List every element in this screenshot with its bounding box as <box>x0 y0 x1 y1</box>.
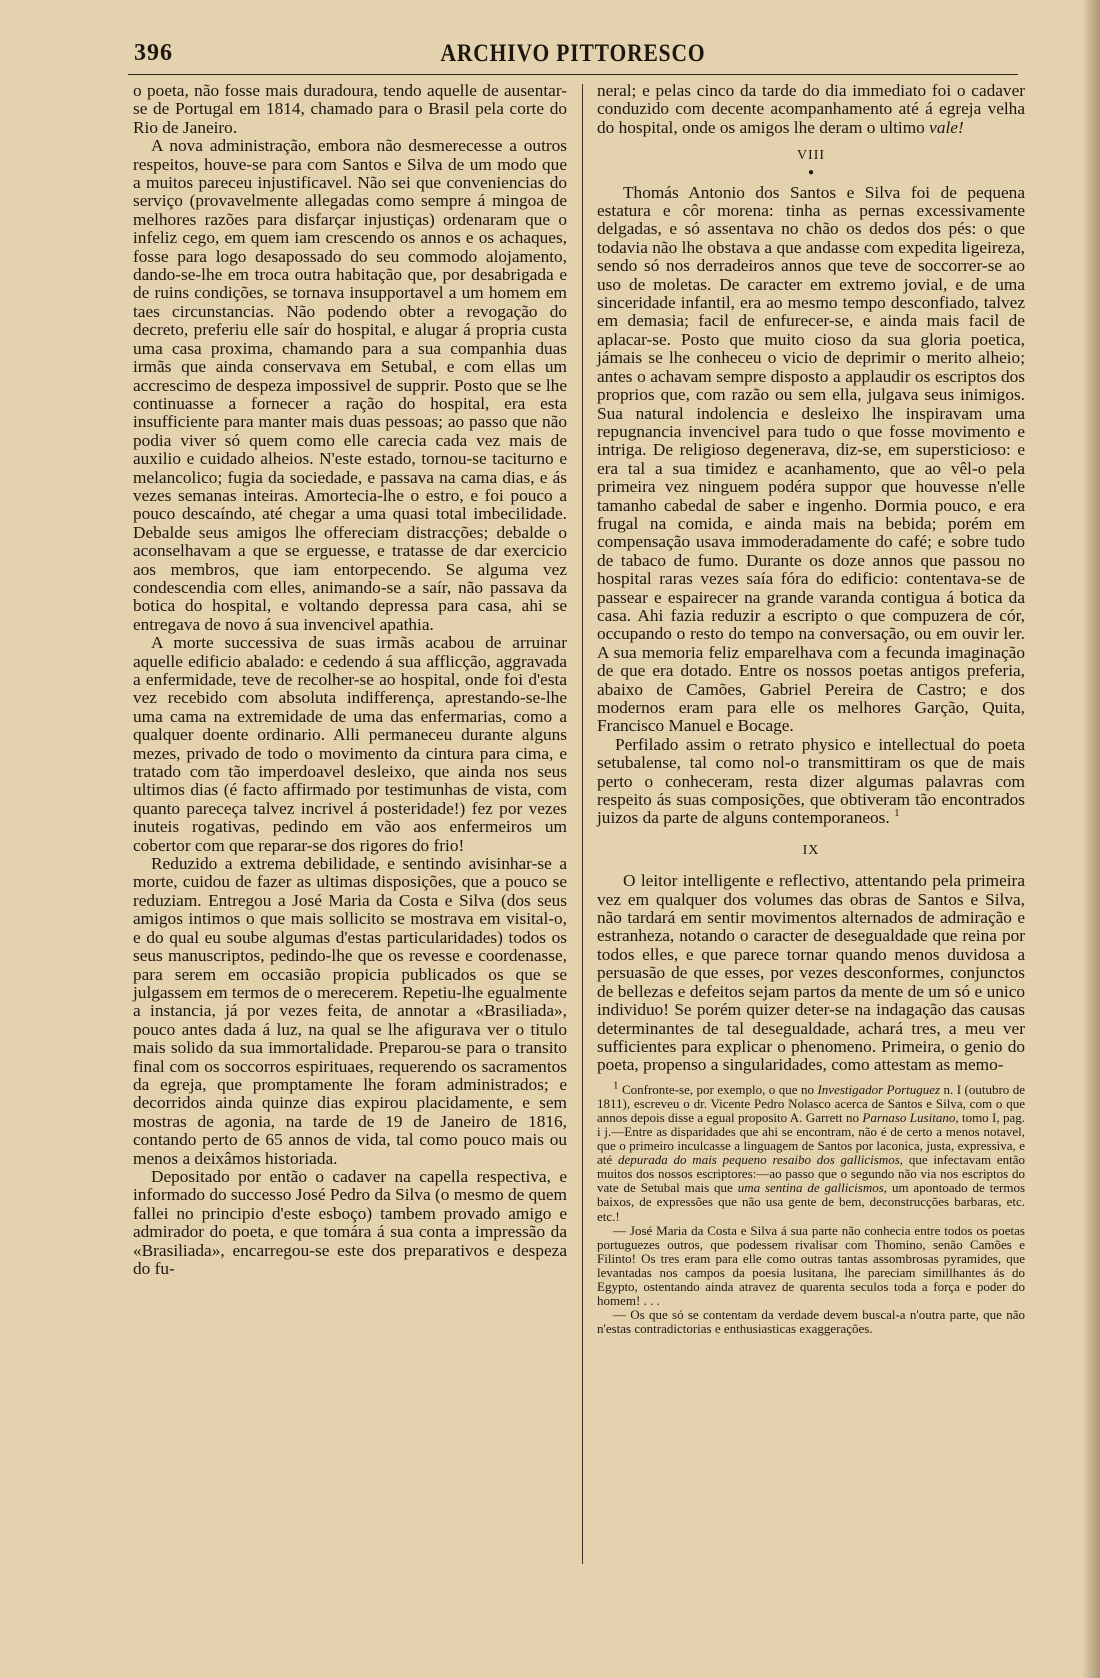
footnote-marker: 1 <box>894 807 900 820</box>
page-header <box>128 38 1018 75</box>
footnote-italic: Investigador Portuguez <box>817 1081 941 1097</box>
column-divider <box>582 84 583 1564</box>
section-heading-viii: VIII <box>796 148 826 164</box>
footnote-continuation: — José Maria da Costa e Silva á sua parte não conhecia entre todos os poetas portuguezes outros, que podessem rivalisar com Thomino, senão Camões e Filinto! Os tres eram para elle como outras tantas assombrosas pyramides, que levantadas nos campos da poesia lusitana, lhe pareciam simillhantes ás do Egypto, ostentando ainda atravez de quarenta seculos toda a força e poder do homem! . . . <box>597 1222 1025 1309</box>
paragraph: Reduzido a extrema debilidade, e sentindo avisinhar-se a morte, cuidou de fazer as ultimas disposições, que a pouco se reduziam. Entregou a José Maria da Costa e Silva (dos seus amigos intimos o que mais sollicito se mostrava em visital-o, e do qual eu soube algumas d'estas particularidades) todos os seus manuscriptos, pedindo-lhe que os revesse e coordenasse, para serem em occasião propicia publicados os que se julgassem em termos de o merecerem. Repetiu-lhe egualmente a instancia, já por vezes feita, de annotar a «Brasiliada», pouco antes dada á luz, na qual se lhe afigurava ver o titulo mais solido da sua immortalidade. Preparou-se para o transito final com os soccorros espirituaes, requerendo os sacramentos da egreja, que promptamente lhe foram administrados; e decorridos ainda quinze dias expirou placidamente, e sem mostras de agonia, na tarde de 19 de Janeiro de 1816, contando perto de 65 annos de vida, tal como pouco mais ou menos a deixâmos historiada. <box>133 854 567 1168</box>
footnote-number: 1 <box>613 1079 619 1092</box>
ornament-dot-icon: ● <box>807 166 815 178</box>
footnote-text: Confronte-se, por exemplo, o que no <box>621 1081 814 1097</box>
section-heading-ix: IX <box>802 842 820 858</box>
footnote-text: tomo I, pag. i j.—Entre as disparidades que ahi se encontram, não é de certo a menos notavel, que o primeiro inculcasse a linguagem de Santos por laconica, justa, expressiva, e até <box>597 1109 1026 1168</box>
footnote-continuation: — Os que só se contentam da verdade devem buscal-a n'outra parte, que não n'estas contradictorias e enthusiasticas exaggerações. <box>597 1307 1025 1337</box>
paragraph <box>597 82 1025 137</box>
right-column <box>597 82 1025 1336</box>
footnote-italic: uma sentina de gallicismos, <box>737 1180 888 1196</box>
page-number: 396 <box>134 40 173 66</box>
paragraph-text: neral; e pelas cinco da tarde do dia immediato foi o cadaver conduzido com decente acompanhamento até á egreja velha do hospital, onde os amigos lhe deram o ultimo <box>597 81 1025 137</box>
footnote <box>597 1079 1026 1224</box>
paragraph: o poeta, não fosse mais duradoura, tendo aquelle de ausentar-se de Portugal em 1814, chamado para o Brasil pela corte do Rio de Janeiro. <box>133 81 567 137</box>
paragraph-text: Perfilado assim o retrato physico e intellectual do poeta setubalense, tal como nol-o transmittiram os que de mais perto o conheceram, resta dizer algumas palavras com respeito ás suas composições, que obtiveram tão encontrados juizos da parte de alguns contemporaneos. <box>597 734 1025 828</box>
footnotes <box>597 1079 1026 1337</box>
footnote-italic: Parnaso Lusitano, <box>862 1109 959 1125</box>
footnote-text: n. I (outubro de 1811), escreveu o dr. Vicente Pedro Nolasco acerca de Santos e Silva, com o que annos depois disse a egual proposito A. Garrett no <box>597 1081 1026 1125</box>
paragraph: A nova administração, embora não desmerecesse a outros respeitos, houve-se para com Santos e Silva de um modo que a muitos pareceu injustificavel. Não sei que conveniencias do serviço (provavelmente allegadas como sempre á mingoa de melhores razões para disfarçar injustiças) ordenaram que o infeliz cego, em quem iam crescendo os annos e os achaques, fosse para logo desapossado do seu commodo alojamento, dando-se-lhe em troca outra habitação que, por desabrigada e de ruins condições, se tornava insupportavel a um homem em taes circunstancias. Não podendo obter a revogação do decreto, preferiu elle saír do hospital, e alugar á propria custa uma casa proxima, chamando para a sua companhia duas irmãs que ainda conservava em Setubal, e com ellas um accrescimo de despeza impossivel de supprir. Posto que se lhe continuasse a fornecer a ração do hospital, era esta insufficiente para manter mais duas pessoas; ao passo que não podia viver só quem como elle carecia cada vez mais de auxilio e cuidado alheios. N'este estado, tornou-se taciturno e melancolico; fugia da sociedade, e passava na cama dias, e ás vezes semanas inteiras. Amortecia-lhe o estro, e foi pouco a pouco descaíndo, até chegar a uma quasi total imbecilidade. Debalde seus amigos lhe offereciam distracções; debalde o aconselhavam a que se erguesse, e tratasse de dar exercicio aos membros, que iam entorpecendo. Se alguma vez condescendia com elles, animando-se a saír, não passava da botica do hospital, e voltando depressa para casa, ahi se entregava de novo á sua invencivel apathia. <box>133 136 567 634</box>
paragraph: O leitor intelligente e reflectivo, attentando pela primeira vez em qualquer dos volumes das obras de Santos e Silva, não tardará em sentir movimentos alternados de admiração e estranheza, notando o caracter de desegualdade que reina por todos elles, e que parece tornar quando menos duvidosa a persuasão de que esses, por vezes desconformes, conjunctos de bellezas e defeitos sejam partos da mente de um só e unico individuo! Se porém quizer deter-se na indagação das causas determinantes de tal desegualdade, achará tres, a meu ver sufficientes para explicar o phenomeno. Primeira, o genio do poeta, propenso a singularidades, como attestam as memo- <box>597 871 1025 1075</box>
paragraph: Depositado por então o cadaver na capella respectiva, e informado do successo José Pedro da Silva (o mesmo de quem fallei no principio d'este esboço) tambem provado amigo e admirador do poeta, e que tomára á sua conta a impressão da «Brasiliada», encarregou-se este dos preparativos e despeza do fu- <box>133 1166 567 1278</box>
running-head-title: ARCHIVO PITTORESCO <box>440 40 706 67</box>
footnote-italic: depurada do mais pequeno resaibo dos gallicismos, <box>617 1152 904 1168</box>
footnote-text: que infectavam então muitos dos nossos escriptores:—ao passo que o segundo não via nos escriptos do vate de Setubal mais que <box>597 1152 1026 1196</box>
page-edge-shadow <box>1082 0 1100 1678</box>
italic-word: vale! <box>929 117 964 137</box>
paragraph: Thomás Antonio dos Santos e Silva foi de pequena estatura e côr morena: tinha as pernas excessivamente delgadas, e só assentava no chão os dedos dos pés: o que todavia não lhe obstava a que andasse com expedita ligeireza, sendo só nos derradeiros annos que teve de soccorrer-se ao uso de moletas. De caracter em extremo jovial, e de uma sinceridade infantil, era ao mesmo tempo desconfiado, talvez em demasia; facil de enfurecer-se, e ainda mais facil de aplacar-se. Posto que muito cioso da sua gloria poetica, jámais se lhe conheceu o vicio de deprimir o merito alheio; antes o achavam sempre disposto a applaudir os escriptos dos proprios que, com razão ou sem ella, julgava seus inimigos. Sua natural indolencia e desleixo lhe inspiravam uma repugnancia invencivel para tudo o que fosse movimento e intriga. De religioso degenerava, diz-se, em supersticioso: e era tal a sua timidez e acanhamento, que ao vêl-o pela primeira vez ninguem podéra suppor que houvesse n'elle tamanho cabedal de saber e ingenho. Dormia pouco, e era frugal na comida, e ainda mais na bebida; porém em compensação usava immoderadamente do café; e sobre tudo de tabaco de fumo. Durante os doze annos que passou no hospital raras vezes saía fóra do edificio: contentava-se de passear e espairecer na grande varanda contigua á botica da casa. Ahi fazia reduzir a escripto o que compuzera de cór, occupando o resto do tempo na conversação, ou em ouvir ler. A sua memoria feliz emparelhava com a fecunda imaginação de que era dotado. Entre os nossos poetas antigos preferia, abaixo de Camões, Gabriel Pereira de Castro; e dos modernos eram para elle os melhores Garção, Quita, Francisco Manuel e Bocage. <box>597 182 1025 736</box>
paragraph <box>597 736 1025 828</box>
left-column <box>133 82 567 1278</box>
paragraph: A morte successiva de suas irmãs acabou de arruinar aquelle edificio abalado: e cedendo á sua afflicção, aggravada a enfermidade, teve de recolher-se ao hospital, onde foi d'esta vez recebido com absoluta indifferença, aprestando-se-lhe uma cama na extremidade de uma das enfermarias, como a qualquer doente ordinario. Alli permaneceu durante alguns mezes, privado de todo o movimento da cintura para cima, e tratado com tão imperdoavel desleixo, que ainda nos seus ultimos dias (é facto affirmado por testimunhas de vista, com quanto pareceça talvez incrivel á posteridade!) fez por vezes inuteis rogativas, pedindo em vão aos enfermeiros um cobertor com que reparar-se dos rigores do frio! <box>133 633 567 855</box>
footnote-text: um apontoado de termos baixos, de expressões que não usa gente de bem, deconstrucções barbaras, etc. etc.! <box>597 1180 1026 1224</box>
